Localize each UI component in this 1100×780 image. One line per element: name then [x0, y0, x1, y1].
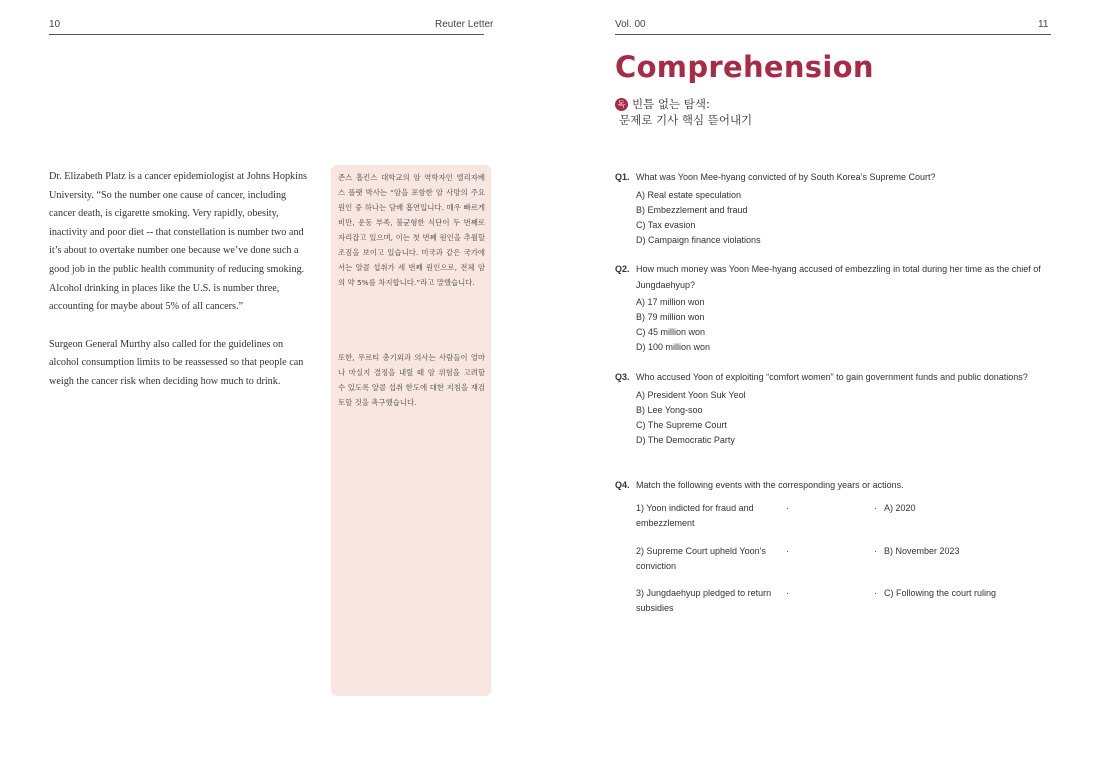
match-dot-right[interactable]: ·	[874, 588, 877, 598]
match-row-3	[636, 586, 1056, 629]
question-number: Q2.	[615, 264, 630, 274]
translation-paragraph-1: 존스 홉킨스 대학교의 암 역학자인 엘리자베스 플랫 박사는 “암을 포함한 암 사망의 주요 원인 중 하나는 담배 흡연입니다. 매우 빠르게 비만, 운동 부족, 불균형한 식단이 두 번째로 자리잡고 있으며, 이는 첫 번째 원인을 추월할 조짐을 보이고 있습니다. 미국과 같은 국가에서는 알콜 섭취가 세 번째 원인으로, 전체 암의 약 5%를 차지합니다.”라고 말했습니다.	[338, 173, 485, 287]
match-row-1	[636, 501, 1056, 544]
option-a[interactable]: A) President Yoon Suk Yeol	[636, 389, 746, 400]
match-dot-right[interactable]: ·	[874, 503, 877, 513]
match-item-right: A) 2020	[884, 503, 916, 513]
running-head-left: Reuter Letter	[435, 19, 494, 30]
question-text: How much money was Yoon Mee-hyang accused of embezzling in total during her time as the chief of Jungdaehyup?	[636, 264, 1041, 290]
page-number-left: 10	[49, 19, 61, 30]
match-item-left: 2) Supreme Court upheld Yoon’s conviction	[636, 545, 766, 571]
option-d[interactable]: D) Campaign finance violations	[636, 234, 761, 245]
question-number: Q3.	[615, 372, 630, 382]
question-number: Q4.	[615, 480, 630, 490]
option-a[interactable]: A) 17 million won	[636, 297, 705, 307]
header-rule-left	[49, 34, 484, 35]
match-dot-left[interactable]: ·	[786, 503, 789, 513]
article-paragraph-1: Dr. Elizabeth Platz is a cancer epidemiologist at Johns Hopkins University. “So the number one cause of cancer, including cancer death, is cigarette smoking. Very rapidly, obesity, inactivity and poor diet -- that constellation is number two and it’s about to overtake number one because we’ve done such a good job in the public health community of reducing smoking. Alcohol drinking in places like the U.S. is number three, accounting for maybe about 5% of all cancers.”	[49, 171, 308, 313]
question-3	[615, 370, 1052, 448]
match-dot-right[interactable]: ·	[874, 545, 877, 556]
match-item-left: 3) Jungdaehyup pledged to return subsidies	[636, 588, 772, 613]
option-b[interactable]: B) 79 million won	[636, 312, 705, 322]
option-b[interactable]: B) Lee Yong-soo	[636, 404, 703, 415]
section-title: Comprehension	[615, 50, 874, 84]
question-number: Q1.	[615, 172, 630, 182]
question-4	[615, 478, 1052, 494]
option-c[interactable]: C) The Supreme Court	[636, 419, 727, 430]
option-d[interactable]: D) 100 million won	[636, 342, 711, 352]
header-rule-right	[615, 34, 1051, 35]
question-1	[615, 170, 1052, 248]
running-head-right: Vol. 00	[615, 19, 646, 30]
article-paragraph-2: Surgeon General Murthy also called for the guidelines on alcohol consumption limits to be reassessed so that people can weigh the cancer risk when deciding how much to drink.	[49, 338, 304, 387]
match-item-right: C) Following the court ruling	[884, 588, 997, 598]
match-item-right: B) November 2023	[884, 545, 960, 556]
match-item-left: 1) Yoon indicted for fraud and embezzlement	[636, 503, 754, 528]
option-a[interactable]: A) Real estate speculation	[636, 189, 742, 200]
translation-paragraph-2: 또한, 무르티 총기외과 의사는 사람들이 얼마나 마실지 결정을 내릴 때 암 위험을 고려할 수 있도록 알콜 섭취 한도에 대한 지침을 재검토할 것을 촉구했습니다.	[338, 353, 485, 407]
option-list	[636, 388, 1052, 448]
question-text: Match the following events with the corresponding years or actions.	[636, 480, 904, 490]
match-dot-left[interactable]: ·	[786, 588, 789, 598]
page-number-right: 11	[1038, 19, 1049, 30]
section-subtitle	[615, 96, 752, 128]
question-text: What was Yoon Mee-hyang convicted of by South Korea’s Supreme Court?	[636, 172, 936, 182]
option-c[interactable]: C) 45 million won	[636, 327, 706, 337]
article-body	[49, 168, 311, 411]
subtitle-line-2: 문제로 기사 핵심 뜯어내기	[619, 113, 753, 127]
question-text: Who accused Yoon of exploiting “comfort women” to gain government funds and public donations?	[636, 372, 1028, 382]
match-dot-left[interactable]: ·	[786, 545, 789, 556]
match-row-2	[636, 544, 1056, 587]
option-b[interactable]: B) Embezzlement and fraud	[636, 204, 748, 215]
option-d[interactable]: D) The Democratic Party	[636, 434, 735, 445]
question-2	[615, 262, 1052, 355]
matching-exercise	[636, 501, 1056, 629]
option-list	[636, 188, 1052, 248]
badge-icon: 독	[615, 98, 628, 111]
option-list	[636, 295, 1052, 355]
option-c[interactable]: C) Tax evasion	[636, 219, 696, 230]
subtitle-line-1: 빈틈 없는 탐색:	[632, 97, 710, 111]
